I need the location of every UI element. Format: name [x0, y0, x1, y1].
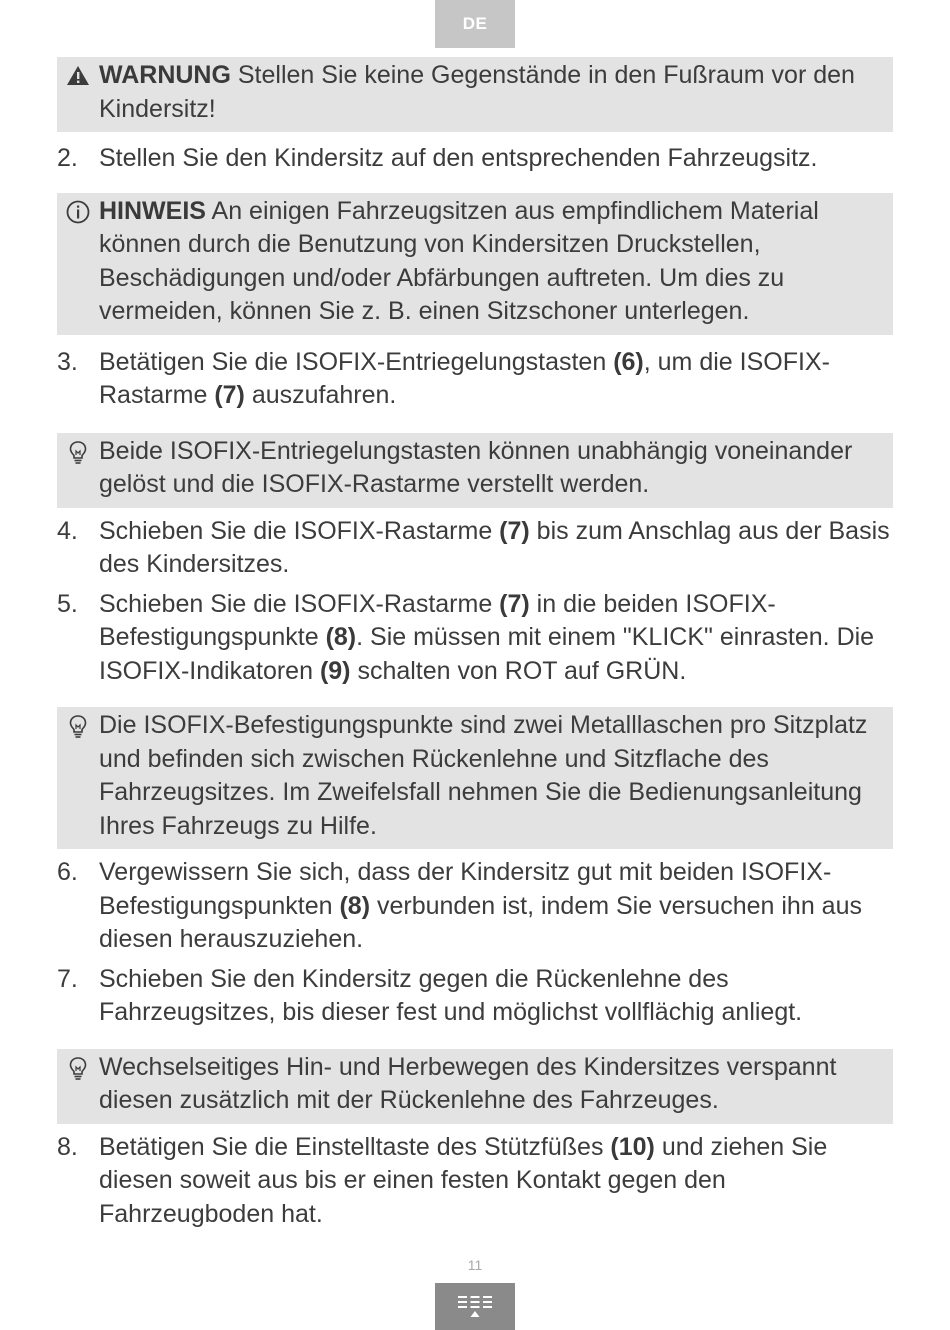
part-reference: (10): [610, 1132, 655, 1161]
table-of-contents-icon: [455, 1292, 495, 1322]
step-text: Betätigen Sie die ISOFIX-Entriegelungstasten: [99, 347, 614, 376]
table-of-contents-button[interactable]: [435, 1283, 515, 1330]
step-text: Schieben Sie die ISOFIX-Rastarme: [99, 516, 500, 545]
part-reference: (8): [339, 891, 371, 920]
tip-text: Beide ISOFIX-Entriegelungstasten können unabhängig voneinander gelöst und die ISOFIX-Rastarme verstellt werden.: [99, 436, 853, 498]
warning-triangle-icon: [65, 63, 91, 89]
info-icon: [65, 199, 91, 225]
step-text: verbunden ist, indem Sie versuchen ihn aus diesen herauszuziehen.: [99, 891, 862, 953]
step-number: 2.: [57, 144, 78, 172]
step-text: schalten von ROT auf GRÜN.: [350, 656, 687, 685]
step-7: [57, 963, 893, 1030]
step-text: Betätigen Sie die Einstelltaste des Stützfüßes: [99, 1132, 611, 1161]
hint-label: HINWEIS: [99, 196, 206, 225]
step-4: [57, 515, 893, 582]
step-text: bis zum Anschlag aus der Basis des Kindersitzes.: [99, 516, 890, 578]
tip-text: Wechselseitiges Hin- und Herbewegen des Kindersitzes verspannt diesen zusätzlich mit der Rückenlehne des Fahrzeuges.: [99, 1052, 837, 1114]
step-8: [57, 1131, 893, 1232]
part-reference: (8): [325, 623, 357, 651]
hint-box: [57, 193, 893, 335]
step-text: . Sie müssen mit einem "KLICK" einrasten. Die ISOFIX-Indikatoren: [99, 623, 875, 685]
warning-box: [57, 57, 893, 132]
step-number: 7.: [57, 964, 78, 993]
step-number: 4.: [57, 516, 78, 545]
page-number: 11: [467, 1257, 483, 1273]
warning-label: WARNUNG: [99, 61, 231, 89]
step-number: 5.: [57, 589, 78, 618]
step-text: , um die ISOFIX-Rastarme: [99, 347, 830, 409]
step-text: Vergewissern Sie sich, dass der Kindersitz gut mit beiden ISOFIX-Befestigungspunkten: [99, 858, 832, 920]
page-content: [57, 57, 893, 1231]
step-text: Stellen Sie den Kindersitz auf den entsprechenden Fahrzeugsitz.: [99, 144, 818, 172]
tip-box: [57, 433, 893, 508]
step-number: 6.: [57, 858, 78, 886]
lightbulb-icon: [65, 713, 91, 739]
step-number: 8.: [57, 1132, 78, 1161]
step-number: 3.: [57, 347, 78, 376]
warning-text: Stellen Sie keine Gegenstände in den Fußraum vor den Kindersitz!: [99, 61, 855, 123]
lightbulb-icon: [65, 439, 91, 465]
tip-box: [57, 1049, 893, 1124]
step-text: Schieben Sie den Kindersitz gegen die Rückenlehne des Fahrzeugsitzes, bis dieser fest und möglichst vollflächig anliegt.: [99, 964, 803, 1026]
part-reference: (9): [319, 656, 351, 685]
step-text: auszufahren.: [244, 381, 397, 409]
hint-text: An einigen Fahrzeugsitzen aus empfindlichem Material können durch die Benutzung von Kindersitzen Druckstellen, Beschädigungen und/oder Abfärbungen auftreten. Um dies zu vermeiden, können Sie z. B. einen Sitzschoner unterlegen.: [99, 196, 819, 325]
step-text: in die beiden ISOFIX-Befestigungspunkte: [99, 589, 776, 651]
step-5: [57, 588, 893, 689]
step-text: Schieben Sie die ISOFIX-Rastarme: [99, 589, 500, 618]
part-reference: (7): [499, 589, 530, 618]
tip-text: Die ISOFIX-Befestigungspunkte sind zwei Metalllaschen pro Sitzplatz und befinden sich zwischen Rückenlehne und Sitzflache des Fahrzeugsitzes. Im Zweifelsfall nehmen Sie die Bedienungsanleitung Ihres Fahrzeugs zu Hilfe.: [99, 711, 868, 840]
part-reference: (6): [613, 347, 644, 376]
part-reference: (7): [214, 381, 245, 409]
tip-box: [57, 707, 893, 849]
step-6: [57, 856, 893, 957]
lightbulb-icon: [65, 1055, 91, 1081]
language-tab: DE: [435, 0, 515, 48]
step-3: [57, 346, 893, 413]
step-text: und ziehen Sie diesen soweit aus bis er einen festen Kontakt gegen den Fahrzeugboden hat.: [99, 1132, 828, 1228]
part-reference: (7): [499, 516, 530, 545]
step-2: [57, 142, 893, 176]
